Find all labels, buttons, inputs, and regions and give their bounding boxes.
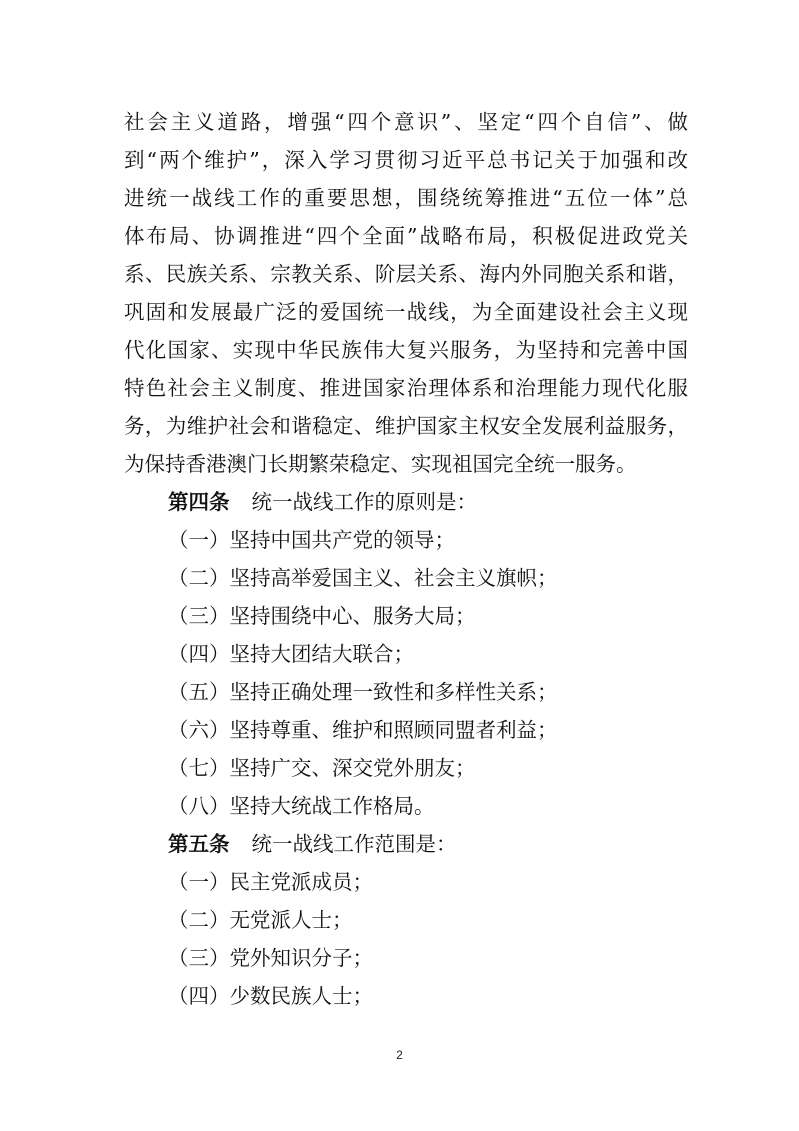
article-4-text: 统一战线工作的原则是： [251, 490, 477, 514]
body-line: 到“两个维护”，深入学习贯彻习近平总书记关于加强和改 [124, 148, 688, 172]
body-line: 代化国家、实现中华民族伟大复兴服务，为坚持和完善中国 [124, 338, 688, 362]
body-line: 巩固和发展最广泛的爱国统一战线，为全面建设社会主义现 [124, 300, 688, 324]
list-item: （一）坚持中国共产党的领导； [168, 528, 455, 552]
body-line: 系、民族关系、宗教关系、阶层关系、海内外同胞关系和谐， [124, 262, 688, 286]
list-item: （七）坚持广交、深交党外朋友； [168, 756, 476, 780]
body-line: 务，为维护社会和谐稳定、维护国家主权安全发展利益服务， [124, 414, 688, 438]
list-item: （三）党外知识分子； [168, 946, 373, 970]
body-line: 体布局、协调推进“四个全面”战略布局，积极促进政党关 [124, 224, 688, 248]
body-line: 为保持香港澳门长期繁荣稳定、实现祖国完全统一服务。 [124, 452, 637, 476]
list-item: （八）坚持大统战工作格局。 [168, 794, 435, 818]
body-line: 社会主义道路，增强“四个意识”、坚定“四个自信”、做 [124, 110, 688, 134]
list-item: （二）无党派人士； [168, 908, 353, 932]
list-item: （六）坚持尊重、维护和照顾同盟者利益； [168, 718, 558, 742]
body-line: 特色社会主义制度、推进国家治理体系和治理能力现代化服 [124, 376, 688, 400]
list-item: （四）少数民族人士； [168, 984, 373, 1008]
list-item: （四）坚持大团结大联合； [168, 642, 414, 666]
body-line: 进统一战线工作的重要思想，围绕统筹推进“五位一体”总 [124, 186, 688, 210]
article-5 [168, 825, 457, 863]
list-item: （一）民主党派成员； [168, 870, 373, 894]
article-5-text: 统一战线工作范围是： [251, 832, 457, 856]
list-item: （三）坚持围绕中心、服务大局； [168, 604, 476, 628]
list-item: （二）坚持高举爱国主义、社会主义旗帜； [168, 566, 558, 590]
article-4 [168, 483, 477, 521]
article-5-heading: 第五条 [168, 832, 230, 856]
article-4-heading: 第四条 [168, 490, 230, 514]
page-number: 2 [396, 1048, 403, 1062]
list-item: （五）坚持正确处理一致性和多样性关系； [168, 680, 558, 704]
